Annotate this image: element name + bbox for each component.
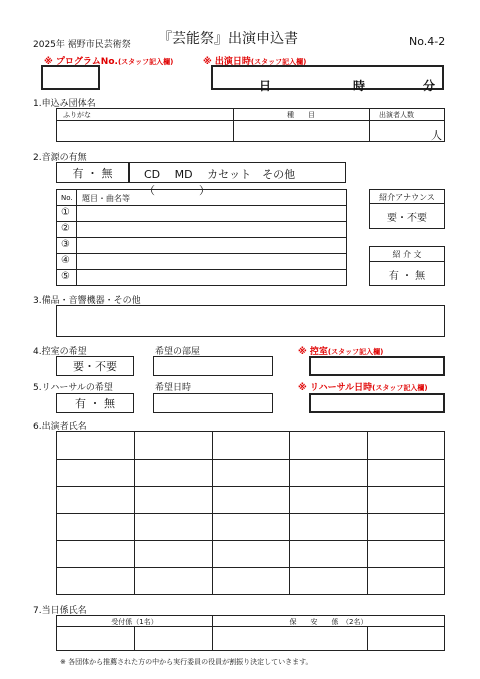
count-label: 出演者人数 xyxy=(379,111,414,119)
staff-names-table xyxy=(56,615,445,651)
type-field[interactable] xyxy=(234,121,369,141)
reception-field[interactable] xyxy=(57,627,134,650)
rehearsal-staff-label: ※ リハーサル日時(スタッフ記入欄) xyxy=(298,383,428,393)
row-number: ⑤ xyxy=(61,271,70,282)
announce-value[interactable]: 要・不要 xyxy=(387,213,427,224)
count-field[interactable] xyxy=(370,121,430,141)
section1-heading: 1.申込み団体名 xyxy=(33,99,96,109)
program-no-label: ※ プログラムNo.(スタッフ記入欄) xyxy=(44,57,174,67)
security-label: 保 安 係 （2名） xyxy=(289,618,368,626)
waiting-room-staff-box[interactable] xyxy=(309,356,445,376)
equipment-field[interactable] xyxy=(56,305,445,337)
count-unit: 人 xyxy=(431,129,442,142)
rehearsal-date-field[interactable] xyxy=(153,393,273,413)
announce-label: 紹介アナウンス xyxy=(379,193,435,202)
type-label: 種 目 xyxy=(287,111,315,119)
group-name-table xyxy=(56,108,445,142)
waiting-room-yes-no[interactable]: 要・不要 xyxy=(56,356,134,376)
title-field[interactable] xyxy=(77,254,346,269)
security-field[interactable] xyxy=(213,627,367,650)
group-name-field[interactable] xyxy=(57,121,233,141)
section5-heading: 5.リハーサルの希望 xyxy=(33,383,113,393)
reception-field[interactable] xyxy=(135,627,212,650)
intro-box xyxy=(369,246,445,286)
section2-heading: 2.音源の有無 xyxy=(33,153,87,163)
program-no-box[interactable] xyxy=(41,65,100,90)
page-title: 『芸能祭』出演申込書 xyxy=(158,31,298,47)
event-year: 2025年 裾野市民芸術祭 xyxy=(33,40,131,50)
day-unit: 日 xyxy=(259,79,272,93)
reception-label: 受付係（1名） xyxy=(111,618,158,626)
title-field[interactable] xyxy=(77,238,346,253)
title-field[interactable] xyxy=(77,206,346,221)
section6-heading: 6.出演者氏名 xyxy=(33,422,87,432)
table-no-header: No. xyxy=(61,194,73,202)
section3-heading: 3.備品・音響機器・その他 xyxy=(33,296,141,306)
form-number: No.4-2 xyxy=(409,35,446,48)
media-options[interactable]: CD MD カセット その他（ ） xyxy=(129,162,346,183)
datetime-label: ※ 出演日時(スタッフ記入欄) xyxy=(203,57,307,67)
row-number: ② xyxy=(61,223,70,234)
waiting-room-staff-label: ※ 控室(スタッフ記入欄) xyxy=(298,347,384,357)
datetime-box[interactable] xyxy=(211,65,444,93)
row-number: ④ xyxy=(61,255,70,266)
intro-value[interactable]: 有 ・ 無 xyxy=(388,271,426,282)
row-number: ③ xyxy=(61,239,70,250)
section4-heading: 4.控室の希望 xyxy=(33,347,87,357)
minute-unit: 分 xyxy=(423,79,436,93)
performer-names-grid xyxy=(56,431,445,595)
room-label: 希望の部屋 xyxy=(155,347,201,357)
section7-heading: 7.当日係氏名 xyxy=(33,606,87,616)
rehearsal-staff-box[interactable] xyxy=(309,393,445,413)
sound-source-yes-no[interactable]: 有 ・ 無 xyxy=(56,162,129,183)
table-title-header: 題目・曲名等 xyxy=(82,194,130,203)
rehearsal-date-label: 希望日時 xyxy=(155,383,192,393)
room-field[interactable] xyxy=(153,356,273,376)
announce-box xyxy=(369,189,445,229)
row-number: ① xyxy=(61,207,70,218)
title-field[interactable] xyxy=(77,222,346,237)
footer-note: ※ 各団体から推薦された方の中から実行委員の役員が割振り決定していきます。 xyxy=(60,658,313,666)
program-table xyxy=(56,189,347,286)
hour-unit: 時 xyxy=(353,79,366,93)
furigana-label: ふりがな xyxy=(63,111,91,119)
rehearsal-yes-no[interactable]: 有 ・ 無 xyxy=(56,393,134,413)
intro-label: 紹 介 文 xyxy=(392,250,422,259)
security-field[interactable] xyxy=(368,627,444,650)
title-field[interactable] xyxy=(77,270,346,285)
